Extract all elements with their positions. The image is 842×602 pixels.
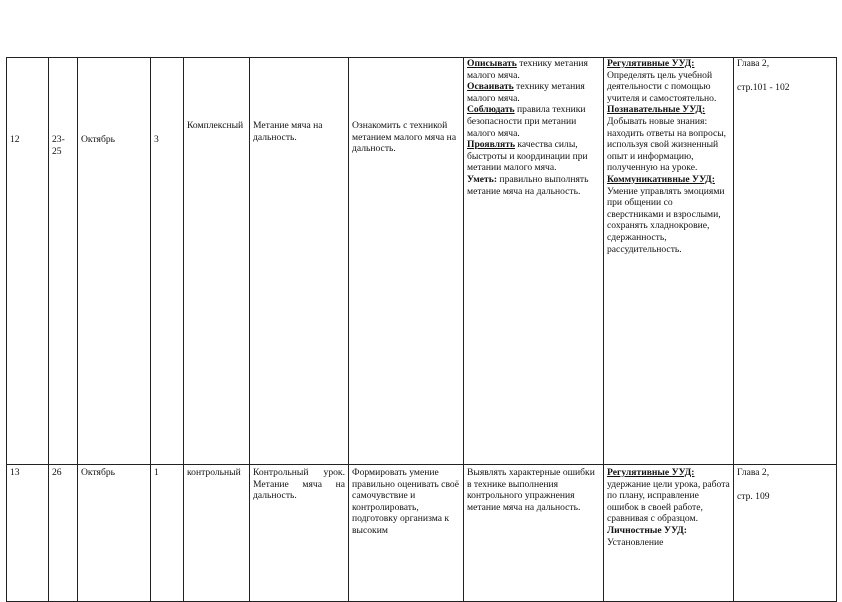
lesson-hours: 1: [151, 465, 184, 602]
uud-text: Установление: [607, 536, 664, 548]
uud-heading: Регулятивные УУД:: [607, 58, 695, 69]
uud-heading: Познавательные УУД:: [607, 104, 706, 116]
textbook-ref: [734, 465, 837, 602]
lesson-month: Октябрь: [78, 58, 151, 465]
lesson-goal: Формировать умение правильно оценивать своё самочувствие и контролировать, подготовку организма к высоким: [349, 465, 464, 602]
uud-cell: [604, 465, 734, 602]
lesson-number: 12: [7, 58, 49, 465]
student-activity: Выявлять характерные ошибки в технике выполнения контрольного упражнения метание мяча на дальность.: [464, 465, 604, 602]
uud-heading: Коммуникативные УУД:: [607, 173, 715, 185]
lesson-topic: Контрольный урок. Метание мяча на дальность.: [250, 465, 349, 602]
uud-text: Умение управлять эмоциями при общении со сверстниками и взрослыми, сохранять хладнокровие, сдержанность, рассудительность.: [607, 185, 725, 255]
activity-item: Уметь: правильно выполнять метание мяча на дальность.: [467, 173, 589, 197]
lesson-goal: Ознакомить с техникой метанием малого мяча на дальность.: [349, 58, 464, 465]
uud-cell: [604, 58, 734, 465]
uud-text: удержание цели урока, работа по плану, исправление ошибок в своей работе, сравнивая с образцом.: [607, 478, 730, 525]
lesson-type: контрольный: [184, 465, 250, 602]
lesson-topic: Метание мяча на дальность.: [250, 58, 349, 465]
table-row: [7, 465, 837, 602]
chapter-label: Глава 2,: [737, 58, 770, 69]
uud-text: Определять цель учебной деятельности с помощью учителя и самостоятельно.: [607, 69, 717, 104]
uud-heading: Регулятивные УУД:: [607, 467, 695, 478]
activity-item: Осваивать технику метания малого мяча.: [467, 81, 585, 104]
lesson-plan-table: [6, 57, 837, 602]
lesson-date: 23-25: [49, 58, 78, 465]
textbook-ref: [734, 58, 837, 465]
lesson-month: Октябрь: [78, 465, 151, 602]
table-row: [7, 58, 837, 465]
student-activity: [464, 58, 604, 465]
uud-text: Добывать новые знания: находить ответы на вопросы, используя свой жизненный опыт и информацию, полученную на уроке.: [607, 115, 727, 174]
chapter-label: Глава 2,: [737, 467, 770, 478]
activity-item: Проявлять качества силы, быстроты и координации при метании малого мяча.: [467, 139, 588, 174]
activity-item: Соблюдать правила техники безопасности при метании малого мяча.: [467, 104, 586, 139]
lesson-hours: 3: [151, 58, 184, 465]
lesson-number: 13: [7, 465, 49, 602]
activity-item: Описывать технику метания малого мяча.: [467, 58, 588, 81]
lesson-date: 26: [49, 465, 78, 602]
pages-label: стр. 109: [737, 490, 770, 502]
pages-label: стр.101 - 102: [737, 81, 790, 93]
uud-heading: Личностные УУД:: [607, 524, 687, 536]
lesson-type: Комплексный: [184, 58, 250, 465]
